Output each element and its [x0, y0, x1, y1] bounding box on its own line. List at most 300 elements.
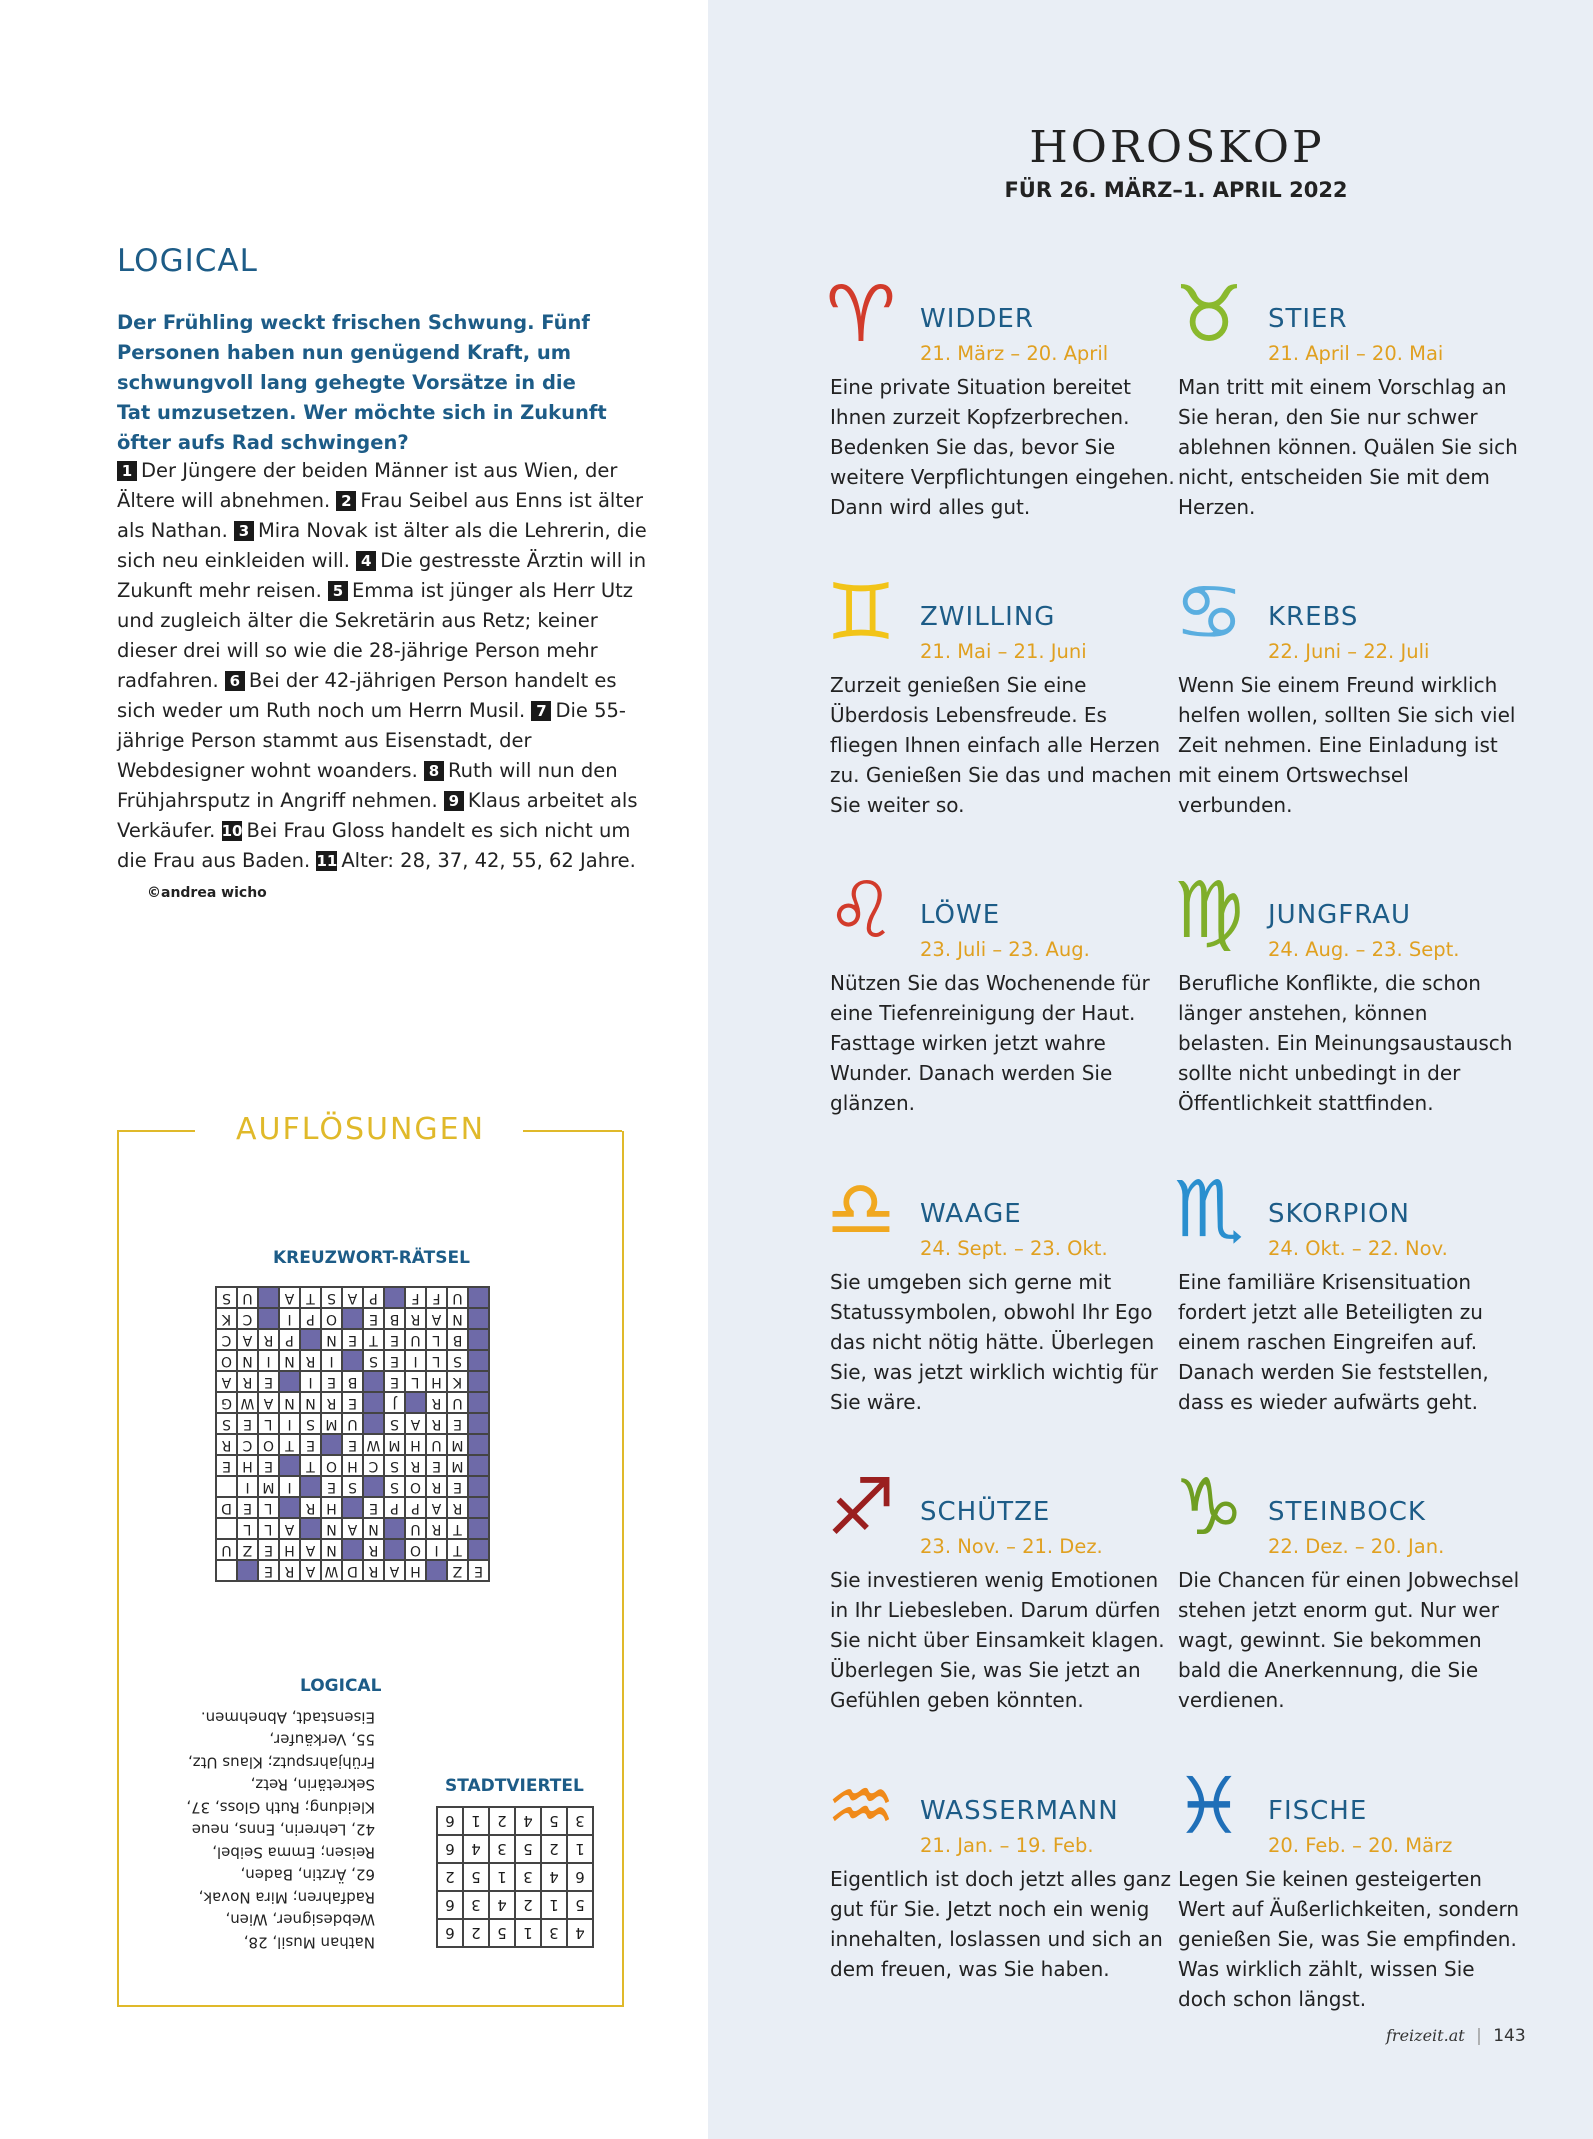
crossword-cell: N: [321, 1329, 342, 1350]
crossword-block: [363, 1476, 384, 1497]
crossword-cell: S: [321, 1287, 342, 1308]
crossword-cell: H: [321, 1497, 342, 1518]
crossword-cell: U: [426, 1434, 447, 1455]
crossword-cell: N: [300, 1392, 321, 1413]
sign-text: Eine familiäre Krisensituation fordert jetzt alle Beteiligten zu einem raschen Eingreifen auf. Danach werden Sie feststellen, dass es wieder aufwärts geht.: [1178, 1270, 1489, 1414]
crossword-cell: O: [405, 1476, 426, 1497]
clue-text: Alter: 28, 37, 42, 55, 62 Jahre.: [341, 849, 636, 872]
crossword-cell: S: [384, 1413, 405, 1434]
crossword-cell: P: [300, 1308, 321, 1329]
sign-name: WAAGE: [920, 1199, 1022, 1229]
stadtviertel-cell: 6: [437, 1835, 463, 1863]
logical-solution-label: LOGICAL: [300, 1676, 382, 1696]
clue-number: 10: [221, 822, 243, 840]
sign-name: JUNGFRAU: [1268, 900, 1412, 930]
crossword-cell: S: [384, 1476, 405, 1497]
stadtviertel-cell: 2: [463, 1919, 489, 1947]
sign-name: SKORPION: [1268, 1199, 1410, 1229]
crossword-cell: R: [426, 1518, 447, 1539]
crossword-cell: I: [300, 1371, 321, 1392]
sign-dates: 23. Juli – 23. Aug.: [920, 938, 1090, 961]
crossword-cell: E: [447, 1413, 468, 1434]
sign-dates: 21. Jan. – 19. Feb.: [920, 1834, 1094, 1857]
clue-text: Mira Novak ist älter als die Lehrerin, die sich neu einkleiden will.: [117, 519, 647, 572]
crossword-solution-grid: [215, 1286, 490, 1582]
clue-text: Die 55-jährige Person stammt aus Eisenstadt, der Webdesigner wohnt woanders.: [117, 699, 626, 782]
logical-title: LOGICAL: [117, 243, 258, 279]
crossword-block: [258, 1287, 279, 1308]
crossword-cell: N: [279, 1350, 300, 1371]
sign-name: WASSERMANN: [920, 1796, 1119, 1826]
crossword-cell: N: [321, 1539, 342, 1560]
crossword-cell: E: [258, 1371, 279, 1392]
sign-text: Eine private Situation bereitet Ihnen zurzeit Kopfzerbrechen. Bedenken Sie das, bevor Sie weitere Verpflichtungen eingehen. Dann wird alles gut.: [830, 375, 1175, 519]
stadtviertel-cell: 6: [437, 1891, 463, 1919]
crossword-cell: O: [321, 1455, 342, 1476]
crossword-cell: R: [405, 1455, 426, 1476]
crossword-cell: I: [258, 1350, 279, 1371]
crossword-cell: R: [447, 1497, 468, 1518]
crossword-cell: G: [216, 1392, 237, 1413]
sign-dates: 22. Dez. – 20. Jan.: [1268, 1535, 1445, 1558]
crossword-cell: E: [447, 1476, 468, 1497]
crossword-cell: H: [342, 1455, 363, 1476]
crossword-cell: A: [237, 1329, 258, 1350]
clue-text: Frau Seibel aus Enns ist älter als Nathan.: [117, 489, 644, 542]
crossword-cell: H: [405, 1434, 426, 1455]
stadtviertel-cell: 2: [515, 1891, 541, 1919]
stadtviertel-cell: 2: [541, 1835, 567, 1863]
crossword-cell: A: [342, 1287, 363, 1308]
crossword-cell: T: [300, 1287, 321, 1308]
crossword-cell: S: [216, 1413, 237, 1434]
crossword-block: [468, 1455, 489, 1476]
sign-text: Die Chancen für einen Jobwechsel stehen jetzt enorm gut. Nur wer wagt, gewinnt. Sie bekommen bald die Anerkennung, die Sie verdienen.: [1178, 1568, 1520, 1712]
crossword-block: [468, 1371, 489, 1392]
crossword-cell: E: [237, 1413, 258, 1434]
crossword-cell: R: [426, 1392, 447, 1413]
clue-text: Die gestresste Ärztin will in Zukunft mehr reisen.: [117, 549, 647, 602]
stadtviertel-cell: 5: [489, 1919, 515, 1947]
footer-site: freizeit.at: [1386, 2026, 1465, 2045]
stadtviertel-cell: 5: [463, 1863, 489, 1891]
stadtviertel-solution-grid: [436, 1806, 594, 1948]
logical-clues: [117, 456, 657, 908]
clue-number: 5: [328, 581, 348, 601]
sign-name: WIDDER: [920, 304, 1034, 334]
stadtviertel-cell: 3: [541, 1919, 567, 1947]
crossword-cell: U: [447, 1287, 468, 1308]
sign-dates: 24. Aug. – 23. Sept.: [1268, 938, 1460, 961]
crossword-cell: A: [405, 1413, 426, 1434]
crossword-block: [363, 1392, 384, 1413]
crossword-block: [363, 1413, 384, 1434]
sign-dates: 21. März – 20. April: [920, 342, 1109, 365]
crossword-cell: S: [384, 1455, 405, 1476]
crossword-cell: L: [258, 1518, 279, 1539]
crossword-cell: P: [384, 1497, 405, 1518]
crossword-cell: P: [279, 1329, 300, 1350]
clue-text: Bei Frau Gloss handelt es sich nicht um die Frau aus Baden.: [117, 819, 631, 872]
crossword-cell: E: [258, 1539, 279, 1560]
crossword-block: [468, 1392, 489, 1413]
solutions-rule-left: [117, 1130, 195, 1132]
crossword-cell: L: [405, 1371, 426, 1392]
crossword-cell: U: [447, 1392, 468, 1413]
crossword-cell: D: [216, 1497, 237, 1518]
horoskop-subtitle: FÜR 26. MÄRZ–1. APRIL 2022: [1004, 178, 1348, 202]
stadtviertel-cell: 5: [515, 1835, 541, 1863]
crossword-cell: R: [216, 1434, 237, 1455]
aquarius-icon: ♒: [826, 1762, 896, 1852]
crossword-cell: E: [384, 1350, 405, 1371]
libra-icon: ♎: [826, 1165, 896, 1255]
crossword-cell: T: [279, 1434, 300, 1455]
crossword-block: [405, 1392, 426, 1413]
sign-dates: 23. Nov. – 21. Dez.: [920, 1535, 1103, 1558]
clue-text: Klaus arbeitet als Verkäufer.: [117, 789, 638, 842]
crossword-cell: N: [363, 1518, 384, 1539]
crossword-block: [468, 1476, 489, 1497]
crossword-block: [363, 1371, 384, 1392]
sign-dates: 20. Feb. – 20. März: [1268, 1834, 1453, 1857]
crossword-cell: O: [216, 1350, 237, 1371]
crossword-cell: H: [237, 1455, 258, 1476]
crossword-block: [468, 1539, 489, 1560]
stadtviertel-solution-label: STADTVIERTEL: [445, 1776, 584, 1796]
sign-text: Wenn Sie einem Freund wirklich helfen wollen, sollten Sie sich viel Zeit nehmen. Eine Einladung ist mit einem Ortswechsel verbunden.: [1178, 673, 1516, 817]
crossword-cell: U: [405, 1329, 426, 1350]
crossword-block: [384, 1539, 405, 1560]
crossword-cell: T: [363, 1329, 384, 1350]
crossword-cell: E: [342, 1329, 363, 1350]
stadtviertel-cell: 4: [463, 1835, 489, 1863]
crossword-cell: R: [300, 1350, 321, 1371]
clue-number: 8: [424, 761, 444, 781]
sign-text: Nützen Sie das Wochenende für eine Tiefenreinigung der Haut. Fasttage wirken jetzt wahre Wunder. Danach werden Sie glänzen.: [830, 971, 1150, 1115]
crossword-block: [342, 1350, 363, 1371]
stadtviertel-cell: 3: [463, 1891, 489, 1919]
clue-number: 7: [531, 701, 551, 721]
taurus-icon: ♉: [1174, 270, 1244, 360]
crossword-block: [279, 1455, 300, 1476]
crossword-cell: M: [447, 1434, 468, 1455]
crossword-cell: I: [237, 1476, 258, 1497]
stadtviertel-cell: 4: [489, 1891, 515, 1919]
crossword-cell: A: [300, 1539, 321, 1560]
crossword-cell: A: [384, 1560, 405, 1581]
stadtviertel-cell: 6: [437, 1919, 463, 1947]
crossword-cell: Z: [447, 1560, 468, 1581]
crossword-cell: R: [426, 1476, 447, 1497]
crossword-block: [321, 1434, 342, 1455]
crossword-cell: C: [237, 1434, 258, 1455]
crossword-cell: W: [237, 1392, 258, 1413]
crossword-cell: A: [279, 1287, 300, 1308]
crossword-cell: M: [384, 1434, 405, 1455]
crossword-cell: Z: [237, 1539, 258, 1560]
clue-number: 11: [316, 852, 338, 870]
crossword-cell: T: [447, 1539, 468, 1560]
crossword-cell: I: [279, 1413, 300, 1434]
sign-name: KREBS: [1268, 602, 1359, 632]
clue-number: 2: [336, 491, 356, 511]
crossword-cell: J: [384, 1392, 405, 1413]
aries-icon: ♈: [826, 270, 896, 360]
crossword-cell: A: [258, 1392, 279, 1413]
crossword-cell: L: [258, 1497, 279, 1518]
crossword-cell: L: [258, 1413, 279, 1434]
scorpio-icon: ♏: [1174, 1165, 1244, 1255]
crossword-cell: K: [216, 1308, 237, 1329]
sign-text: Berufliche Konflikte, die schon länger anstehen, können belasten. Ein Meinungsaustausch sollte nicht unbedingt in der Öffentlichkeit stattfinden.: [1178, 971, 1513, 1115]
crossword-cell: R: [258, 1329, 279, 1350]
crossword-cell: A: [426, 1497, 447, 1518]
crossword-cell: C: [237, 1308, 258, 1329]
crossword-block: [258, 1308, 279, 1329]
crossword-cell: D: [342, 1560, 363, 1581]
crossword-cell: R: [279, 1560, 300, 1581]
crossword-cell: E: [384, 1371, 405, 1392]
crossword-block: [300, 1476, 321, 1497]
solutions-rule-right: [523, 1130, 622, 1132]
crossword-cell: E: [363, 1308, 384, 1329]
crossword-cell: N: [279, 1392, 300, 1413]
logical-intro: Der Frühling weckt frischen Schwung. Fünf Personen haben nun genügend Kraft, um schwungvoll lang gehegte Vorsätze in die Tat umzusetzen. Wer möchte sich in Zukunft öfter aufs Rad schwingen?: [117, 311, 607, 454]
crossword-block: [384, 1287, 405, 1308]
clue-number: 4: [356, 551, 376, 571]
crossword-cell: B: [447, 1329, 468, 1350]
crossword-cell: E: [216, 1455, 237, 1476]
crossword-cell: R: [363, 1560, 384, 1581]
crossword-cell: P: [405, 1497, 426, 1518]
crossword-cell: R: [321, 1392, 342, 1413]
sign-name: STEINBOCK: [1268, 1497, 1426, 1527]
crossword-cell: E: [321, 1476, 342, 1497]
crossword-cell: L: [426, 1350, 447, 1371]
crossword-cell: H: [426, 1371, 447, 1392]
crossword-block: [468, 1287, 489, 1308]
crossword-block: [342, 1497, 363, 1518]
crossword-cell: N: [237, 1350, 258, 1371]
crossword-block: [468, 1518, 489, 1539]
crossword-cell: E: [468, 1560, 489, 1581]
sign-text: Man tritt mit einem Vorschlag an Sie heran, den Sie nur schwer ablehnen können. Quälen Sie sich nicht, entscheiden Sie mit dem Herzen.: [1178, 375, 1518, 519]
sign-text: Eigentlich ist doch jetzt alles ganz gut für Sie. Jetzt noch ein wenig innehalten, loslassen und sich an dem freuen, was Sie haben.: [830, 1867, 1171, 1981]
crossword-cell: U: [405, 1518, 426, 1539]
crossword-cell: E: [258, 1560, 279, 1581]
sign-name: ZWILLING: [920, 602, 1056, 632]
crossword-cell: R: [300, 1497, 321, 1518]
sign-dates: 21. April – 20. Mai: [1268, 342, 1444, 365]
crossword-block: [279, 1371, 300, 1392]
crossword-cell: H: [279, 1539, 300, 1560]
crossword-block: [468, 1497, 489, 1518]
crossword-cell: U: [342, 1413, 363, 1434]
crossword-block: [426, 1560, 447, 1581]
crossword-cell: R: [237, 1371, 258, 1392]
crossword-cell: B: [384, 1308, 405, 1329]
crossword-cell: E: [426, 1455, 447, 1476]
stadtviertel-cell: 3: [515, 1863, 541, 1891]
crossword-cell: M: [321, 1413, 342, 1434]
crossword-cell: A: [426, 1308, 447, 1329]
crossword-cell: T: [300, 1455, 321, 1476]
stadtviertel-cell: 5: [541, 1807, 567, 1835]
stadtviertel-cell: 1: [515, 1919, 541, 1947]
crossword-cell: T: [447, 1518, 468, 1539]
crossword-cell: E: [363, 1497, 384, 1518]
stadtviertel-cell: 5: [567, 1891, 593, 1919]
sign-dates: 21. Mai – 21. Juni: [920, 640, 1087, 663]
sign-name: STIER: [1268, 304, 1348, 334]
crossword-cell: M: [447, 1455, 468, 1476]
stadtviertel-cell: 1: [567, 1835, 593, 1863]
crossword-cell: A: [279, 1518, 300, 1539]
virgo-icon: ♍: [1174, 866, 1244, 956]
crossword-cell: I: [321, 1350, 342, 1371]
crossword-cell: N: [447, 1308, 468, 1329]
solutions-title: AUFLÖSUNGEN: [236, 1112, 486, 1147]
crossword-cell: E: [342, 1434, 363, 1455]
crossword-cell: S: [216, 1287, 237, 1308]
stadtviertel-cell: 6: [567, 1863, 593, 1891]
stadtviertel-cell: 1: [489, 1863, 515, 1891]
crossword-cell: [216, 1476, 237, 1497]
stadtviertel-cell: 3: [567, 1807, 593, 1835]
crossword-block: [300, 1329, 321, 1350]
crossword-cell: [216, 1560, 237, 1581]
crossword-cell: U: [237, 1287, 258, 1308]
sign-dates: 24. Sept. – 23. Okt.: [920, 1237, 1108, 1260]
stadtviertel-cell: 4: [567, 1919, 593, 1947]
author-credit: ©andrea wicho: [147, 885, 267, 901]
sign-dates: 24. Okt. – 22. Nov.: [1268, 1237, 1448, 1260]
clue-text: Bei der 42-jährigen Person handelt es sich weder um Ruth noch um Herrn Musil.: [117, 669, 617, 722]
crossword-block: [468, 1329, 489, 1350]
horoskop-title: HOROSKOP: [1029, 122, 1325, 173]
crossword-cell: E: [342, 1392, 363, 1413]
crossword-cell: C: [363, 1455, 384, 1476]
leo-icon: ♌: [826, 866, 896, 956]
crossword-cell: E: [384, 1329, 405, 1350]
crossword-cell: E: [258, 1455, 279, 1476]
crossword-cell: C: [216, 1329, 237, 1350]
crossword-cell: S: [363, 1350, 384, 1371]
crossword-cell: F: [426, 1287, 447, 1308]
page-number: 143: [1493, 2026, 1526, 2046]
crossword-block: [468, 1350, 489, 1371]
logical-solution-text: Nathan Musil, 28, Webdesigner, Wien, Radfahren; Mira Novak, 62, Ärztin, Baden, Reisen; Emma Seibel, 42, Lehrerin, Enns, neue Kleidung; Ruth Gloss, 37, Sekretärin, Retz, Frühjahrsputz; Klaus Utz, 55, Verkäufer, Eisenstadt, Abnehmen.: [186, 1708, 375, 1952]
crossword-cell: R: [363, 1539, 384, 1560]
clue-number: 1: [117, 461, 137, 481]
crossword-cell: O: [258, 1434, 279, 1455]
capricorn-icon: ♑: [1174, 1463, 1244, 1553]
sign-name: LÖWE: [920, 900, 1001, 930]
crossword-cell: I: [279, 1308, 300, 1329]
crossword-cell: I: [426, 1539, 447, 1560]
crossword-cell: E: [321, 1371, 342, 1392]
crossword-block: [342, 1539, 363, 1560]
clue-number: 9: [444, 791, 464, 811]
crossword-cell: P: [363, 1287, 384, 1308]
crossword-cell: R: [405, 1308, 426, 1329]
sign-text: Zurzeit genießen Sie eine Überdosis Lebensfreude. Es fliegen Ihnen einfach alle Herzen zu. Genießen Sie das und machen Sie weiter so.: [830, 673, 1172, 817]
crossword-block: [468, 1413, 489, 1434]
crossword-cell: A: [216, 1371, 237, 1392]
stadtviertel-cell: 4: [541, 1863, 567, 1891]
crossword-block: [468, 1308, 489, 1329]
crossword-cell: L: [237, 1518, 258, 1539]
gemini-icon: ♊: [826, 568, 896, 658]
cancer-icon: ♋: [1174, 568, 1244, 658]
stadtviertel-cell: 2: [489, 1807, 515, 1835]
stadtviertel-cell: 1: [463, 1807, 489, 1835]
crossword-cell: F: [405, 1287, 426, 1308]
crossword-cell: U: [216, 1539, 237, 1560]
crossword-block: [300, 1518, 321, 1539]
stadtviertel-cell: 4: [515, 1807, 541, 1835]
crossword-cell: [216, 1518, 237, 1539]
crossword-cell: A: [300, 1560, 321, 1581]
crossword-cell: O: [321, 1308, 342, 1329]
clue-number: 3: [234, 521, 254, 541]
crossword-cell: S: [300, 1413, 321, 1434]
sign-name: SCHÜTZE: [920, 1497, 1051, 1527]
sagittarius-icon: ♐: [826, 1463, 896, 1553]
crossword-cell: B: [342, 1371, 363, 1392]
stadtviertel-cell: 2: [437, 1863, 463, 1891]
pisces-icon: ♓: [1174, 1762, 1244, 1852]
crossword-cell: I: [279, 1476, 300, 1497]
crossword-cell: O: [405, 1539, 426, 1560]
crossword-cell: E: [237, 1497, 258, 1518]
sign-text: Sie investieren wenig Emotionen in Ihr Liebesleben. Darum dürfen Sie nicht über Einsamkeit klagen. Überlegen Sie, was Sie jetzt an Gefühlen geben könnten.: [830, 1568, 1165, 1712]
sign-dates: 22. Juni – 22. Juli: [1268, 640, 1430, 663]
crossword-cell: W: [321, 1560, 342, 1581]
crossword-cell: R: [426, 1413, 447, 1434]
crossword-cell: L: [426, 1329, 447, 1350]
sign-name: FISCHE: [1268, 1796, 1368, 1826]
crossword-cell: N: [321, 1518, 342, 1539]
clue-number: 6: [225, 671, 245, 691]
clue-text: Der Jüngere der beiden Männer ist aus Wien, der Ältere will abnehmen.: [117, 459, 618, 512]
crossword-cell: M: [258, 1476, 279, 1497]
crossword-block: [237, 1560, 258, 1581]
crossword-cell: A: [342, 1518, 363, 1539]
stadtviertel-cell: 3: [489, 1835, 515, 1863]
crossword-cell: W: [363, 1434, 384, 1455]
crossword-cell: E: [300, 1434, 321, 1455]
crossword-cell: H: [405, 1560, 426, 1581]
crossword-cell: I: [405, 1350, 426, 1371]
sign-text: Legen Sie keinen gesteigerten Wert auf Äußerlichkeiten, sondern genießen Sie, was Sie empfinden. Was wirklich zählt, wissen Sie doch schon längst.: [1178, 1867, 1520, 2011]
crossword-cell: S: [447, 1350, 468, 1371]
crossword-block: [468, 1434, 489, 1455]
stadtviertel-cell: 6: [437, 1807, 463, 1835]
crossword-cell: K: [447, 1371, 468, 1392]
crossword-block: [342, 1308, 363, 1329]
clue-text: Emma ist jünger als Herr Utz und zugleich älter die Sekretärin aus Retz; keiner dieser drei will so wie die 28-jährige Person mehr radfahren.: [117, 579, 634, 692]
sign-text: Sie umgeben sich gerne mit Statussymbolen, obwohl Ihr Ego das nicht nötig hätte. Überlegen Sie, was jetzt wirklich wichtig für Sie wäre.: [830, 1270, 1158, 1414]
page-footer: freizeit.at | 143: [1386, 2026, 1526, 2046]
stadtviertel-cell: 1: [541, 1891, 567, 1919]
crossword-cell: S: [342, 1476, 363, 1497]
clue-text: Ruth will nun den Frühjahrsputz in Angriff nehmen.: [117, 759, 618, 812]
crossword-block: [279, 1497, 300, 1518]
crossword-solution-label: KREUZWORT-RÄTSEL: [273, 1248, 470, 1268]
crossword-block: [384, 1518, 405, 1539]
